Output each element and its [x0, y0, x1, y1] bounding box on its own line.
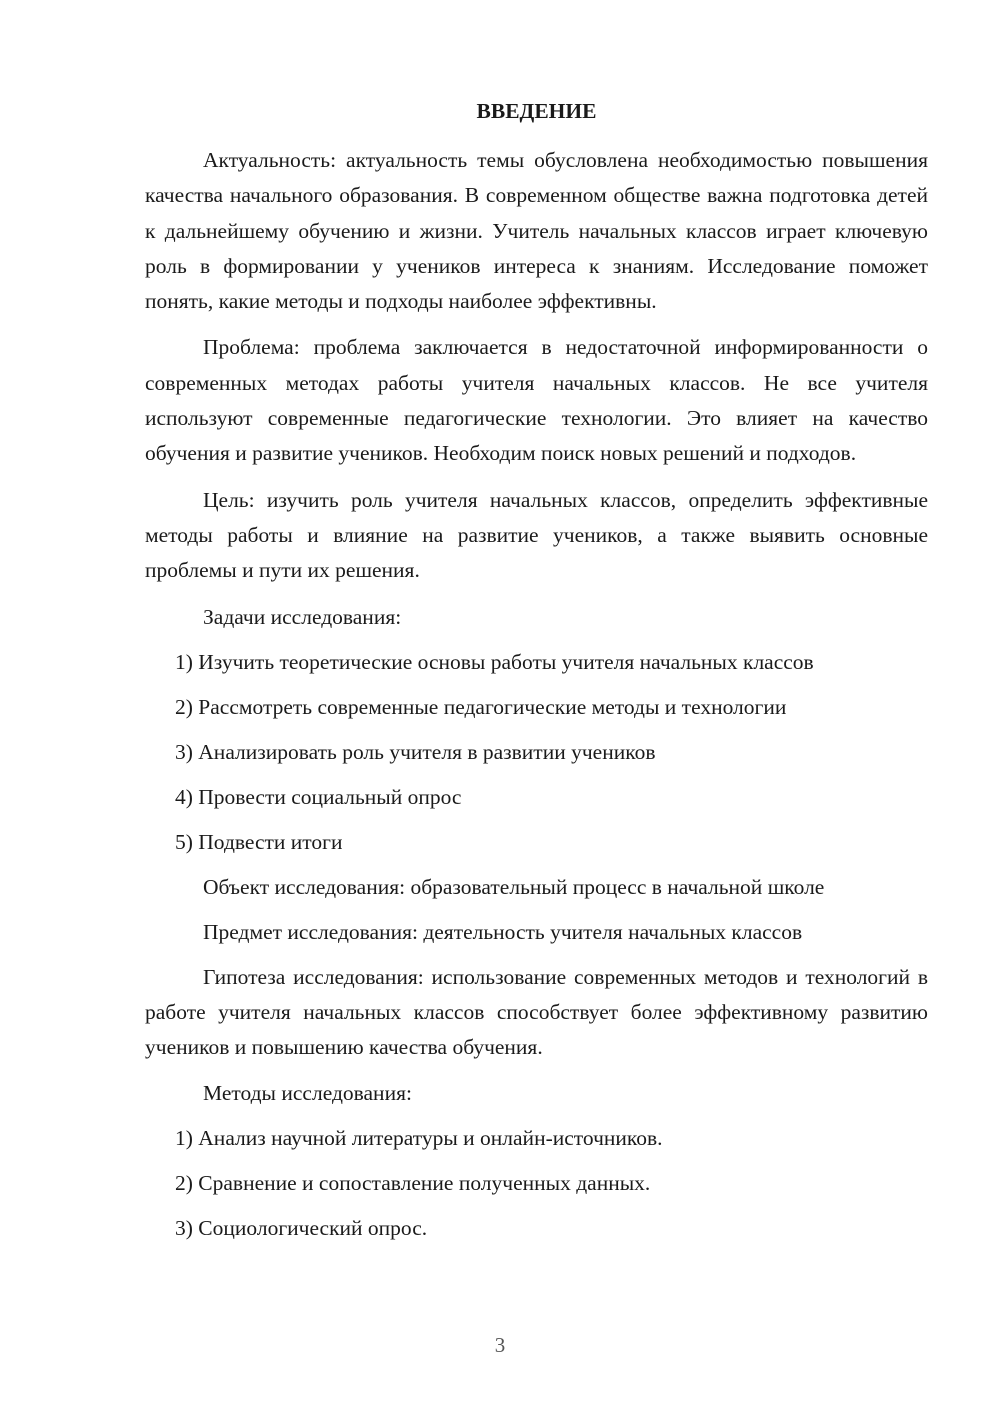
list-item: 2) Рассмотреть современные педагогические методы и технологии	[175, 694, 787, 719]
relevance-paragraph: Актуальность: актуальность темы обусловлена необходимостью повышения качества начального образования. В современном обществе важна подготовка детей к дальнейшему обучению и жизни. Учитель начальных классов играет ключевую роль в формировании у учеников интереса к знаниям. Исследование поможет понять, какие методы и подходы наиболее эффективны.	[145, 148, 928, 314]
tasks-heading: Задачи исследования:	[203, 604, 402, 629]
research-object: Объект исследования: образовательный процесс в начальной школе	[203, 874, 825, 899]
problem-paragraph: Проблема: проблема заключается в недостаточной информированности о современных методах работы учителя начальных классов. Не все учителя используют современные педагогические технологии. Это влияет на качество обучения и развитие учеников. Необходим поиск новых решений и подходов.	[145, 335, 928, 466]
page-number: 3	[494, 1333, 506, 1357]
methods-heading: Методы исследования:	[203, 1081, 412, 1106]
list-item: 3) Анализировать роль учителя в развитии учеников	[175, 739, 656, 764]
tasks-list	[145, 645, 928, 860]
list-item: 1) Анализ научной литературы и онлайн-источников.	[175, 1126, 663, 1151]
list-item: 2) Сравнение и сопоставление полученных данных.	[175, 1171, 651, 1196]
list-item: 3) Социологический опрос.	[175, 1216, 428, 1241]
list-item: 1) Изучить теоретические основы работы учителя начальных классов	[175, 649, 814, 674]
goal-paragraph: Цель: изучить роль учителя начальных классов, определить эффективные методы работы и влияние на развитие учеников, а также выявить основные проблемы и пути их решения.	[145, 487, 928, 583]
research-subject: Предмет исследования: деятельность учителя начальных классов	[203, 919, 803, 944]
document-page	[145, 94, 928, 1256]
document-title: ВВЕДЕНИЕ	[476, 99, 597, 123]
methods-list	[145, 1121, 928, 1246]
hypothesis-paragraph: Гипотеза исследования: использование современных методов и технологий в работе учителя начальных классов способствует более эффективному развитию учеников и повышению качества обучения.	[145, 964, 928, 1060]
list-item: 5) Подвести итоги	[175, 829, 343, 854]
list-item: 4) Провести социальный опрос	[175, 784, 462, 809]
